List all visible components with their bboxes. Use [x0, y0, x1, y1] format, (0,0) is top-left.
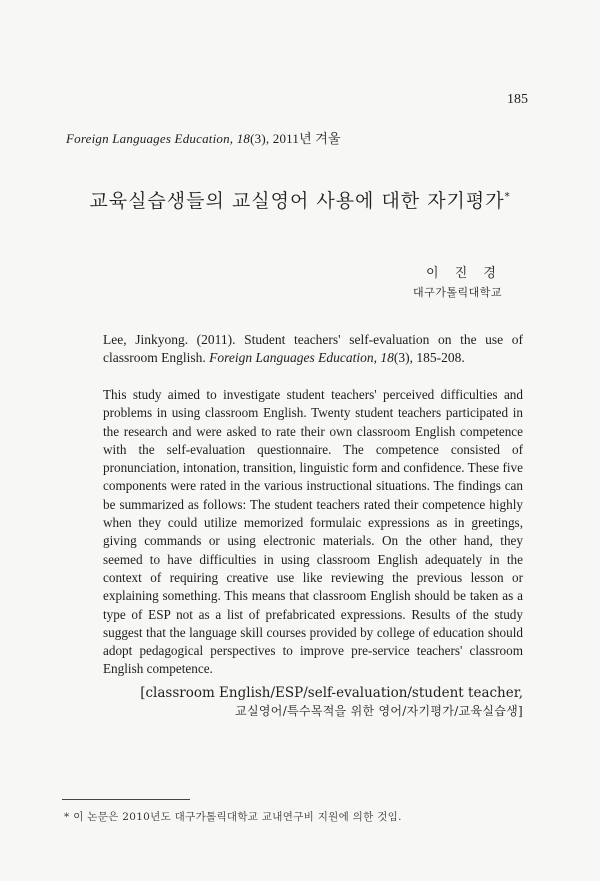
abstract: This study aimed to investigate student teachers' perceived difficulties and problems in using classroom English. Twenty student teachers participated in the research and were asked to rate their own classroom English competence with the self-evaluation questionnaire. The competence consisted of pronunciation, intonation, transition, linguistic form and confidence. These five components were rated in the various instructional situations. The findings can be summarized as follows: The student teachers rated their competence highly when they could utilize memorized formulaic expressions as in greetings, giving commands or using electronic materials. On the other hand, they seemed to have difficulties in using classroom English adequately in the context of requiring creative use like reviewing the previous lesson or explaining something. This means that classroom English should be taken as a type of ESP not as a list of prefabricated expressions. Results of the study suggest that the language skill courses provided by college of education should adopt pedagogical perspectives to improve pre-service teachers' classroom English competence.	[103, 387, 523, 677]
title-footnote-marker: *	[504, 191, 511, 203]
keywords-korean: 교실영어/특수목적을 위한 영어/자기평가/교육실습생]	[235, 704, 523, 718]
author-name: 이 진 경	[426, 266, 502, 281]
journal-issue-year: (3), 2011년 겨울	[250, 131, 341, 146]
footnote-divider	[62, 799, 190, 800]
citation-journal: Foreign Languages Education,	[209, 349, 377, 365]
journal-volume: 18	[236, 131, 251, 146]
keywords-english: [classroom English/ESP/self-evaluation/student teacher,	[140, 685, 523, 701]
article-title-text: 교육실습생들의 교실영어 사용에 대한 자기평가	[89, 190, 505, 212]
citation	[103, 331, 523, 366]
citation-lead: Lee, Jinkyong. (2011). Student teachers' self-evaluation on the use of classroom English.	[103, 332, 523, 365]
journal-name: Foreign Languages Education,	[66, 131, 234, 146]
article-title	[0, 186, 600, 213]
journal-header	[66, 128, 341, 147]
keywords	[140, 684, 523, 720]
author-affiliation: 대구가톨릭대학교	[412, 286, 502, 299]
page-number: 185	[507, 92, 528, 107]
citation-volume: 18	[380, 349, 394, 365]
citation-pages: (3), 185-208.	[393, 349, 465, 365]
footnote: * 이 논문은 2010년도 대구가톨릭대학교 교내연구비 지원에 의한 것임.	[64, 811, 402, 823]
